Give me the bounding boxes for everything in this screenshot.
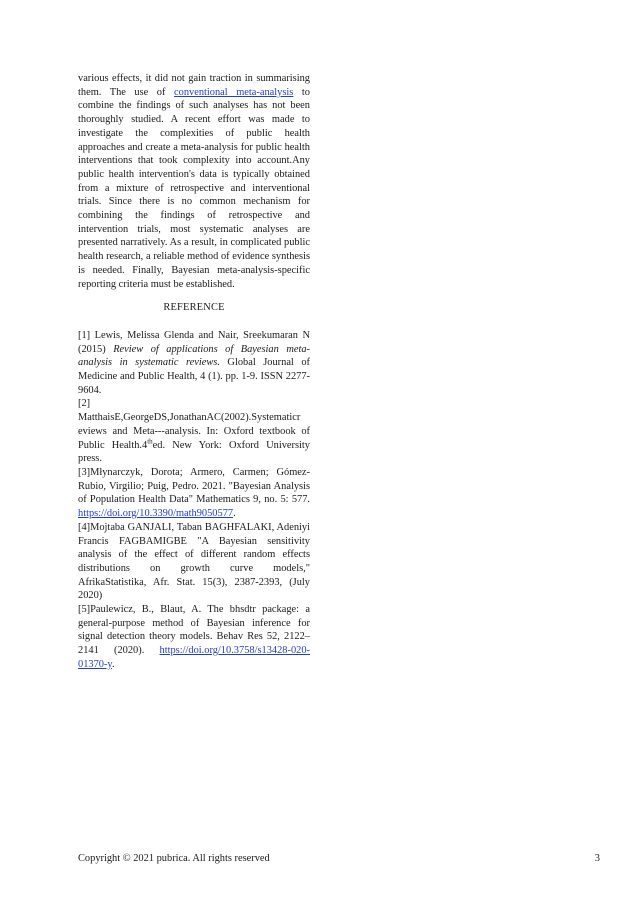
text-column (78, 72, 310, 672)
reference-text: . (233, 508, 236, 520)
body-text: to combine the findings of such analyses has not been thoroughly studied. A recent effort was made to investigate the complexities of public health approaches and create a meta-analysis for public health interventions that took complexity into account.Any public health intervention's data is typically obtained from a mixture of retrospective and interventional trials. Since there is no common mechanism for combining the findings of retrospective and intervention trials, most systematic analyses are presented narratively. As a result, in complicated public health research, a reliable method of evidence synthesis is needed. Finally, Bayesian meta-analysis-specific reporting criteria must be established. (78, 86, 310, 290)
reference-text: . (111, 658, 115, 670)
reference-text: ed. New York: Oxford University press. (78, 439, 310, 465)
reference-text: Global Journal of Medicine and Public Health, 4 (1). pp. 1-9. ISSN 2277-9604. (78, 357, 310, 396)
reference-text: [5]Paulewicz, B., Blaut, A. The bhsdtr package: a general-purpose method of Bayesian inference for signal detection theory models. Behav Res 52, 2122–2141 (2020). (78, 604, 310, 657)
conventional-meta-analysis-link[interactable]: conventional meta-analysis (174, 86, 294, 98)
reference-heading: REFERENCE (163, 302, 225, 314)
superscript: th (147, 437, 153, 446)
reference-2 (78, 397, 310, 466)
copyright-text: Copyright © 2021 pubrica. All rights reserved (78, 853, 270, 864)
reference-text: MatthaisE,GeorgeDS,JonathanAC(2002).Systematicr eviews and Meta---analysis. In: Oxford textbook of Public Health.4 (78, 412, 310, 451)
reference-3 (78, 466, 310, 521)
reference-1 (78, 329, 310, 398)
body-paragraph (78, 72, 310, 291)
doi-link[interactable]: https://doi.org/10.3758/s13428-020-01370-y (78, 645, 310, 670)
doi-link[interactable]: https://doi.org/10.3390/math9050577 (78, 508, 234, 520)
page-number: 3 (594, 853, 600, 864)
reference-text: [1] Lewis, Melissa Glenda and Nair, Sreekumaran N (2015) (78, 329, 310, 355)
reference-5 (78, 603, 310, 672)
body-text: various effects, it did not gain traction in summarising them. The use of (78, 73, 310, 98)
reference-number: [2] (78, 398, 91, 410)
reference-4: [4]Mojtaba GANJALI, Taban BAGHFALAKI, Adeniyi Francis FAGBAMIGBE "A Bayesian sensitivity analysis of the effect of different random effects distributions on growth curve models," AfrikaStatistika, Afr. Stat. 15(3), 2387-2393, (July 2020) (78, 521, 310, 602)
page-footer (78, 853, 600, 864)
reference-title: Review of applications of Bayesian meta-analysis in systematic reviews. (78, 343, 310, 369)
reference-text: [3]Młynarczyk, Dorota; Armero, Carmen; Gómez-Rubio, Virgilio; Puig, Pedro. 2021. "Bayesian Analysis of Population Health Data" Mathematics 9, no. 5: 577. (78, 466, 310, 506)
